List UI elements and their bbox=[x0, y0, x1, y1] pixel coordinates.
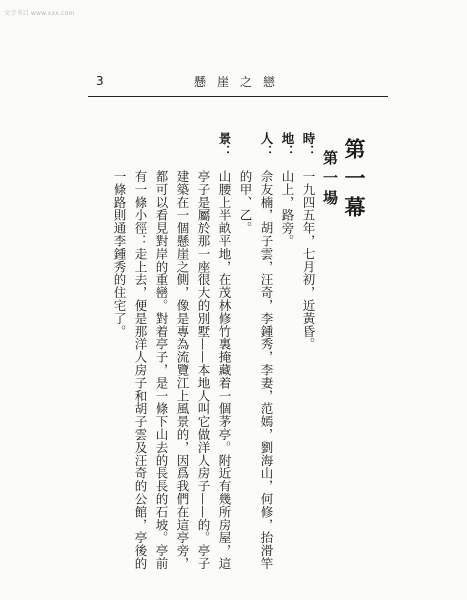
setting-line: 都可以看見對岸的重巒。對着亭子，是一條下山去的長長的石坡。亭前 bbox=[154, 170, 169, 570]
page-number: 3 bbox=[96, 74, 104, 88]
setting-label: 景： bbox=[217, 132, 232, 158]
header-rule bbox=[88, 96, 388, 97]
place-value: 山上，路旁。 bbox=[280, 170, 295, 248]
time-label: 時： bbox=[301, 132, 316, 158]
place-label: 地： bbox=[280, 132, 295, 158]
page-header bbox=[82, 72, 382, 92]
setting-line: 有一條小徑：走上去，便是那洋人房子和胡子雲及汪奇的公館，亭後的 bbox=[133, 170, 148, 570]
watermark: 文学书目 www.xxx.com bbox=[4, 10, 75, 17]
characters-label: 人： bbox=[259, 132, 274, 158]
running-title: 懸崖之戀 bbox=[194, 75, 287, 89]
act-title: 第一幕 bbox=[342, 138, 367, 225]
scene-title: 第一場 bbox=[321, 150, 339, 210]
setting-line: 一條路則通李鍾秀的住宅了。 bbox=[112, 170, 127, 338]
setting-line: 山腰上半畝平地，在茂林修竹裏掩藏着一個茅亭。附近有幾所房屋，這 bbox=[217, 170, 232, 570]
characters-value: 佘友楠，胡子雲，汪奇，李鍾秀，李妻，范嫣，劉海山，何修，抬滑竿 bbox=[259, 170, 274, 570]
time-value: 一九四五年，七月初，近黃昏。 bbox=[301, 170, 316, 351]
setting-line: 亭子是屬於那一座很大的別墅——本地人叫它做洋人房子——的。亭子 bbox=[196, 170, 211, 570]
characters-value-cont: 的甲、乙。 bbox=[238, 170, 253, 235]
setting-line: 建築在一個懸崖之側，像是專為流覽江上風景的，因爲我們在這亭旁， bbox=[175, 170, 190, 570]
